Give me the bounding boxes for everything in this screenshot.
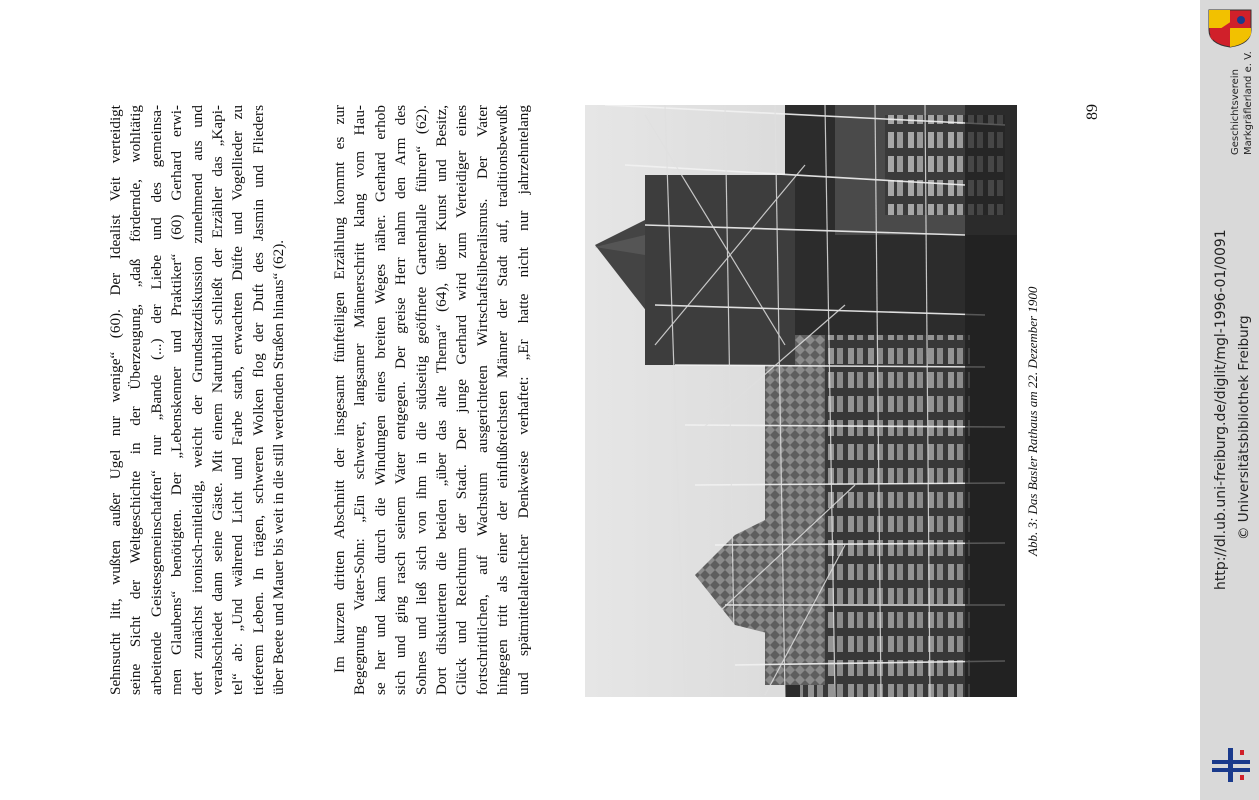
figure-caption: Abb. 3: Das Basler Rathaus am 22. Dezember 1900 [1025, 286, 1040, 556]
society-name-line2: Markgräflerland e. V. [1243, 51, 1254, 155]
text-line: Im kurzen dritten Abschnitt der insgesamt fünfteiligen Erzählung kommt es zur [331, 105, 348, 673]
text-line: verabschiedet dann seine Gäste. Mit einem Naturbild schließt der Erzähler das „Kapi- [208, 105, 226, 695]
text-line: seine Sicht der Weltgeschichte in der Überzeugung, „daß fördernde, wohltätig [127, 105, 145, 695]
copyright-text: © Universitätsbibliothek Freiburg [1236, 315, 1252, 540]
text-line: Dort diskutierten die beiden „über das alte Thema“ (64), über Kunst und Besitz, [432, 105, 450, 695]
text-line: sich und ging rasch seinem Vater entgegen. Der greise Herr nahm den Arm des [392, 105, 410, 695]
text-line: tel“ ab: „Und während Licht und Farbe starb, erwachten Düfte und Vogellieder zu [229, 105, 247, 695]
text-line: tieferem Leben. In trägen, schweren Wolken flog der Duft des Jasmin und Flieders [249, 105, 267, 695]
society-crest-icon [1207, 8, 1253, 48]
text-line: dert zunächst ironisch-mitleidig, weicht der Grundsatzdiskussion zunehmend aus und [188, 105, 206, 695]
text-line: und spätmittelalterlicher Denkweise verhaftet: „Er hatte nicht nur jahrzehntelang [514, 105, 532, 695]
text-line: fortschrittlichen, auf Wachstum ausgerichteten Wirtschaftsliberalismus. Der Vater [473, 105, 491, 695]
text-line: Begegnung Vater-Sohn: „Ein schwerer, langsamer Männerschritt klang vom Hau- [351, 105, 369, 695]
text-line: se her und kam durch die Windungen eines breiten Weges näher. Gerhard erhob [371, 105, 389, 695]
text-line: arbeitende Geistesgemeinschaften“ nur „Bande (...) der Liebe und des gemeinsa- [147, 105, 165, 695]
photo-illustration [585, 105, 1017, 697]
document-url-link[interactable]: http://dl.ub.uni-freiburg.de/diglit/mgl-1996-01/0091 [1213, 229, 1229, 590]
paragraph-1 [106, 105, 290, 695]
university-library-logo-icon [1208, 748, 1254, 782]
text-line: Glück und Reichtum der Stadt. Der junge Gerhard wird zum Verteidiger eines [453, 105, 471, 695]
text-line: Sohnes und ließ sich von ihm in die südseitig geöffnete Gartenhalle führen“ (62). [412, 105, 430, 695]
photo-basler-rathaus [585, 105, 1017, 697]
text-line: men Glaubens“ benötigten. Der „Lebenskenner und Praktiker“ (60) Gerhard erwi- [168, 105, 186, 695]
text-line: über Beete und Mauer bis weit in die still werdenden Straßen hinaus“ (62). [270, 239, 288, 695]
text-line: Sehnsucht litt, wußten außer Ugel nur wenige“ (60). Der Idealist Veit verteidigt [107, 105, 124, 695]
text-line: hingegen tritt als einer der einflußreichsten Männer der Stadt auf, traditionsbewußt [494, 105, 512, 695]
paragraph-2 [330, 105, 534, 695]
page-number: 89 [1084, 104, 1101, 120]
society-name-line1: Geschichtsverein [1230, 69, 1241, 155]
